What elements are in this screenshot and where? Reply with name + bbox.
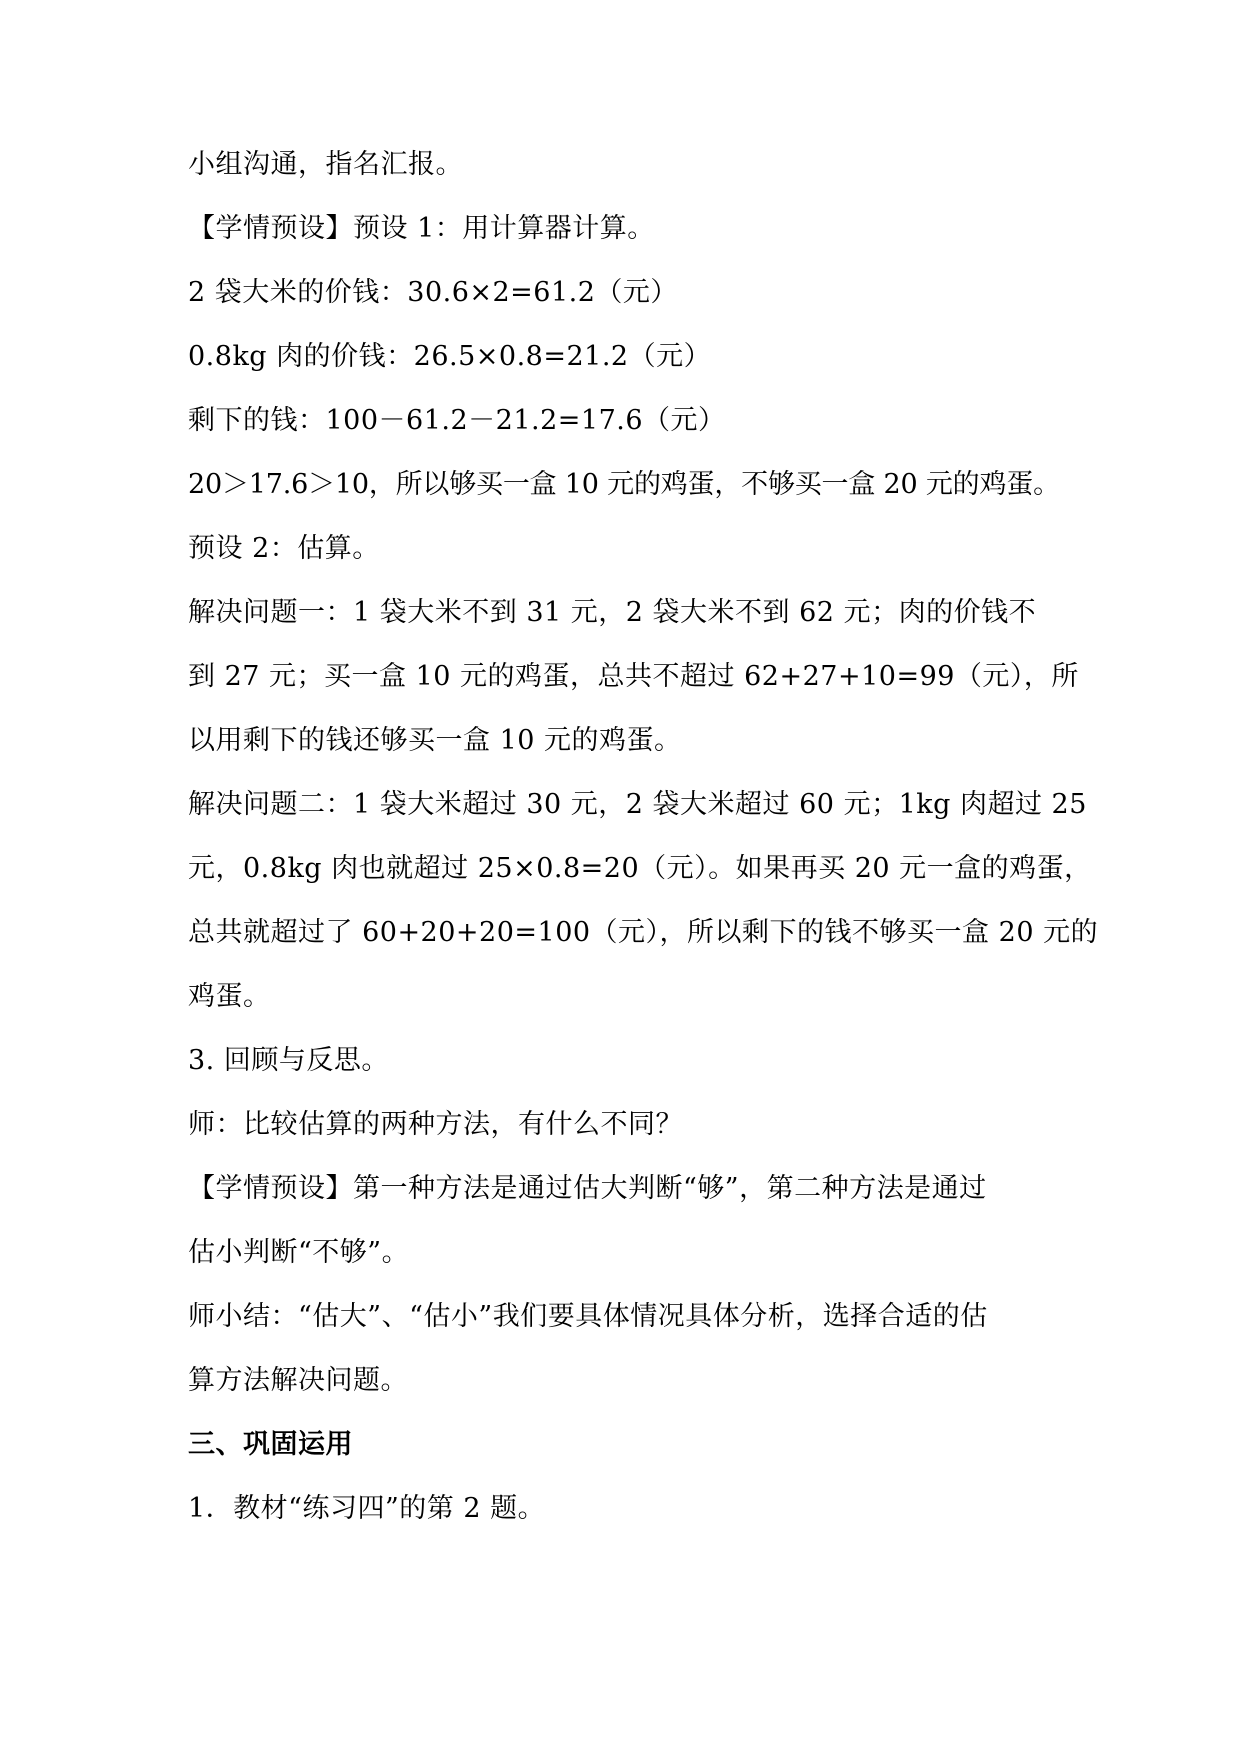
paragraph-line: 20＞17.6＞10，所以够买一盒 10 元的鸡蛋，不够买一盒 20 元的鸡蛋。 [188,469,1060,500]
paragraph-line: 【学情预设】预设 1：用计算器计算。 [188,213,655,244]
paragraph-line: 1．教材“练习四”的第 2 题。 [188,1493,546,1524]
paragraph-line: 2 袋大米的价钱：30.6×2=61.2（元） [188,277,678,308]
paragraph-line: 小组沟通，指名汇报。 [188,149,463,180]
paragraph-line: 到 27 元；买一盒 10 元的鸡蛋，总共不超过 62+27+10=99（元），所 [188,661,1079,692]
paragraph-line: 算方法解决问题。 [188,1365,408,1396]
paragraph-line: 以用剩下的钱还够买一盒 10 元的鸡蛋。 [188,725,682,756]
paragraph-line: 预设 2：估算。 [188,533,380,564]
paragraph-line: 元，0.8kg 肉也就超过 25×0.8=20（元）。如果再买 20 元一盒的鸡蛋， [188,853,1092,884]
paragraph-line: 师：比较估算的两种方法，有什么不同？ [188,1109,683,1140]
paragraph-line: 估小判断“不够”。 [188,1237,410,1268]
paragraph-line: 3. 回顾与反思。 [188,1045,389,1076]
paragraph-line: 【学情预设】第一种方法是通过估大判断“够”，第二种方法是通过 [188,1173,987,1204]
paragraph-line: 0.8kg 肉的价钱：26.5×0.8=21.2（元） [188,341,712,372]
section-heading: 三、巩固运用 [188,1429,353,1460]
paragraph-line: 剩下的钱：100－61.2－21.2=17.6（元） [188,405,726,436]
paragraph-line: 师小结：“估大”、“估小”我们要具体情况具体分析，选择合适的估 [188,1301,988,1332]
paragraph-line: 总共就超过了 60+20+20=100（元），所以剩下的钱不够买一盒 20 元的 [188,917,1099,948]
paragraph-line: 鸡蛋。 [188,981,271,1012]
paragraph-line: 解决问题二：1 袋大米超过 30 元，2 袋大米超过 60 元；1kg 肉超过 25 [188,789,1087,820]
paragraph-line: 解决问题一：1 袋大米不到 31 元，2 袋大米不到 62 元；肉的价钱不 [188,597,1037,628]
